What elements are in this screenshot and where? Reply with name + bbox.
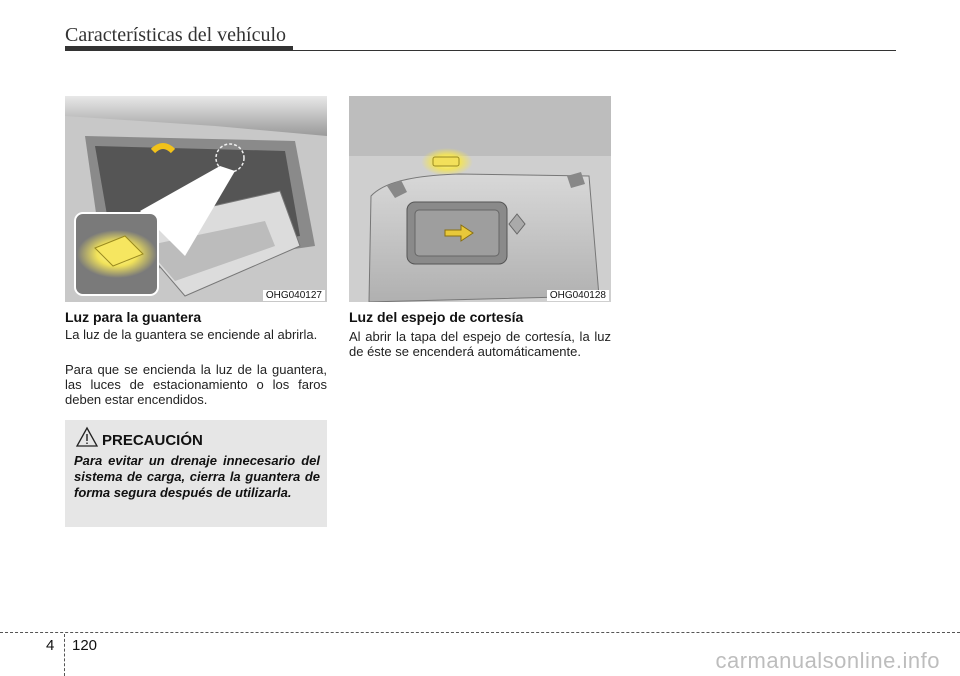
figure-code: OHG040128 — [547, 290, 609, 301]
figure-code: OHG040127 — [263, 290, 325, 301]
caution-text: Para evitar un drenaje innecesario del sistema de carga, cierra la guantera de forma segura después de utilizarla. — [74, 453, 320, 500]
page-number: 120 — [72, 637, 98, 654]
vanity-mirror-drawing — [349, 96, 611, 302]
section-header-title: Características del vehículo — [65, 24, 287, 46]
footer-divider — [64, 634, 65, 676]
chapter-number: 4 — [46, 637, 55, 654]
watermark: carmanualsonline.info — [715, 648, 940, 673]
warning-triangle-icon — [75, 426, 99, 448]
glovebox-illustration — [65, 96, 327, 302]
vanity-mirror-light-title: Luz del espejo de cortesía — [349, 309, 524, 325]
caution-title: PRECAUCIÓN — [102, 432, 203, 449]
caution-box — [65, 420, 327, 527]
footer-rule — [0, 632, 960, 633]
vanity-mirror-light-paragraph: Al abrir la tapa del espejo de cortesía, la luz de éste se encenderá automáticamente. — [349, 329, 611, 359]
header-rule — [65, 50, 896, 51]
glovebox-light-title: Luz para la guantera — [65, 309, 202, 325]
glovebox-light-paragraph-2: Para que se encienda la luz de la guantera, las luces de estacionamiento o los faros deben estar encendidos. — [65, 362, 327, 407]
glovebox-light-paragraph-1: La luz de la guantera se enciende al abrirla. — [65, 327, 318, 342]
glovebox-drawing — [65, 96, 327, 302]
vanity-mirror-illustration — [349, 96, 611, 302]
